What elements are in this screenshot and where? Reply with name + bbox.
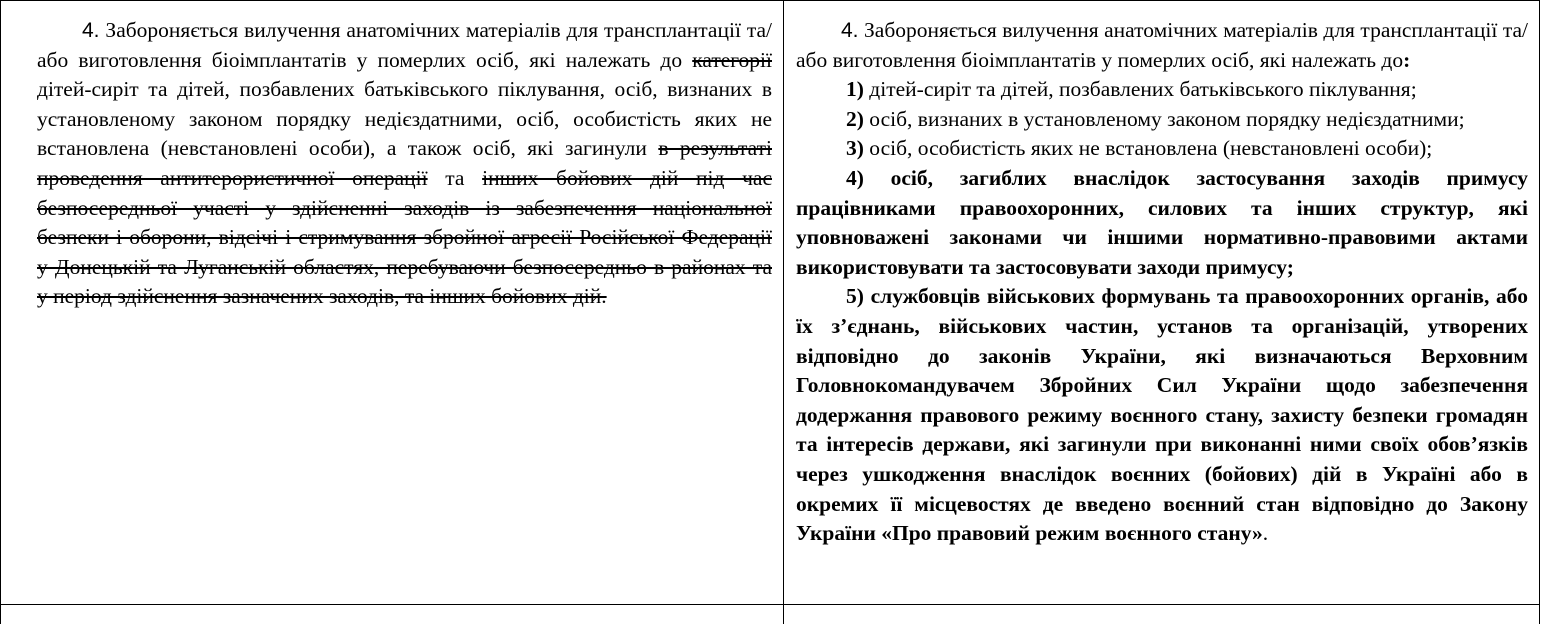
proposed-version-cell	[796, 16, 1528, 549]
text-segment: Забороняється вилучення анатомічних матеріалів для трансплантації та/або виготовлення біоімплантатів у померлих осіб, які належать до	[37, 18, 772, 72]
item-number: 3)	[846, 136, 864, 161]
paragraph-number: 4.	[82, 19, 100, 42]
list-item-5	[796, 282, 1528, 548]
intro-text: Забороняється вилучення анатомічних матеріалів для трансплантації та/або виготовлення біоімплантатів у померлих осіб, які належать до	[796, 18, 1529, 72]
list-item-4: 4) осіб, загиблих внаслідок застосування заходів примусу працівниками правоохоронних, силових та інших структур, які уповноважені законами чи іншими нормативно-правовими актами використовувати та застосовувати заходи примусу;	[796, 165, 1528, 279]
table-border-right	[1539, 0, 1540, 624]
item-end: .	[1262, 521, 1269, 546]
item-number: 1)	[846, 77, 864, 102]
deleted-text: в результаті проведення антитерористичної операції	[37, 136, 772, 190]
item-text: осіб, особистість яких не встановлена (невстановлені особи);	[863, 136, 1433, 161]
text-segment: дітей-сиріт та дітей, позбавлених батьківського піклування, осіб, визнаних в установленому законом порядку недієздатними, осіб, особистість яких не встановлена (невстановлені особи), а також осіб, які загинули	[37, 77, 772, 161]
row-border-top	[0, 0, 1540, 1]
list-item-1	[796, 75, 1528, 105]
intro-colon: :	[1403, 47, 1411, 72]
column-divider	[783, 0, 784, 624]
text-segment: та	[427, 165, 483, 190]
current-version-cell	[37, 16, 772, 312]
item-text: 5) службовців військових формувань та правоохоронних органів, або їх з’єднань, військових частин, установ та організацій, утворених відповідно до законів України, які визначаються Верховним Головнокомандувачем Збройних Сил України щодо забезпечення додержання правового режиму воєнного стану, захисту безпеки громадян та інтересів держави, які загинули при виконанні ними своїх обов’язків через ушкодження внаслідок воєнних (бойових) дій в Україні або в окремих її місцевостях де введено воєнний стан відповідно до Закону України «Про правовий режим воєнного стану»	[796, 284, 1528, 546]
proposed-paragraph-4	[796, 16, 1528, 75]
deleted-text: інших бойових дій під час безпосередньої участі у здійсненні заходів із забезпечення національної безпеки і оборони, відсічі і стримування збройної агресії Російської Федерації у Донецькій та Луганській областях, перебуваючи безпосередньо в районах та у період здійснення зазначених заходів, та інших бойових дій.	[37, 165, 772, 309]
table-border-left	[0, 0, 1, 624]
list-item-2	[796, 105, 1528, 135]
item-text: осіб, визнаних в установленому законом порядку недієздатними;	[863, 106, 1465, 131]
paragraph-number: 4.	[841, 19, 859, 42]
list-item-3	[796, 134, 1528, 164]
deleted-text: категорії	[692, 47, 772, 72]
row-border-bottom	[0, 604, 1540, 605]
current-paragraph-4	[37, 16, 772, 312]
item-number: 2)	[846, 106, 864, 131]
item-text: дітей-сиріт та дітей, позбавлених батьківського піклування;	[863, 77, 1417, 102]
